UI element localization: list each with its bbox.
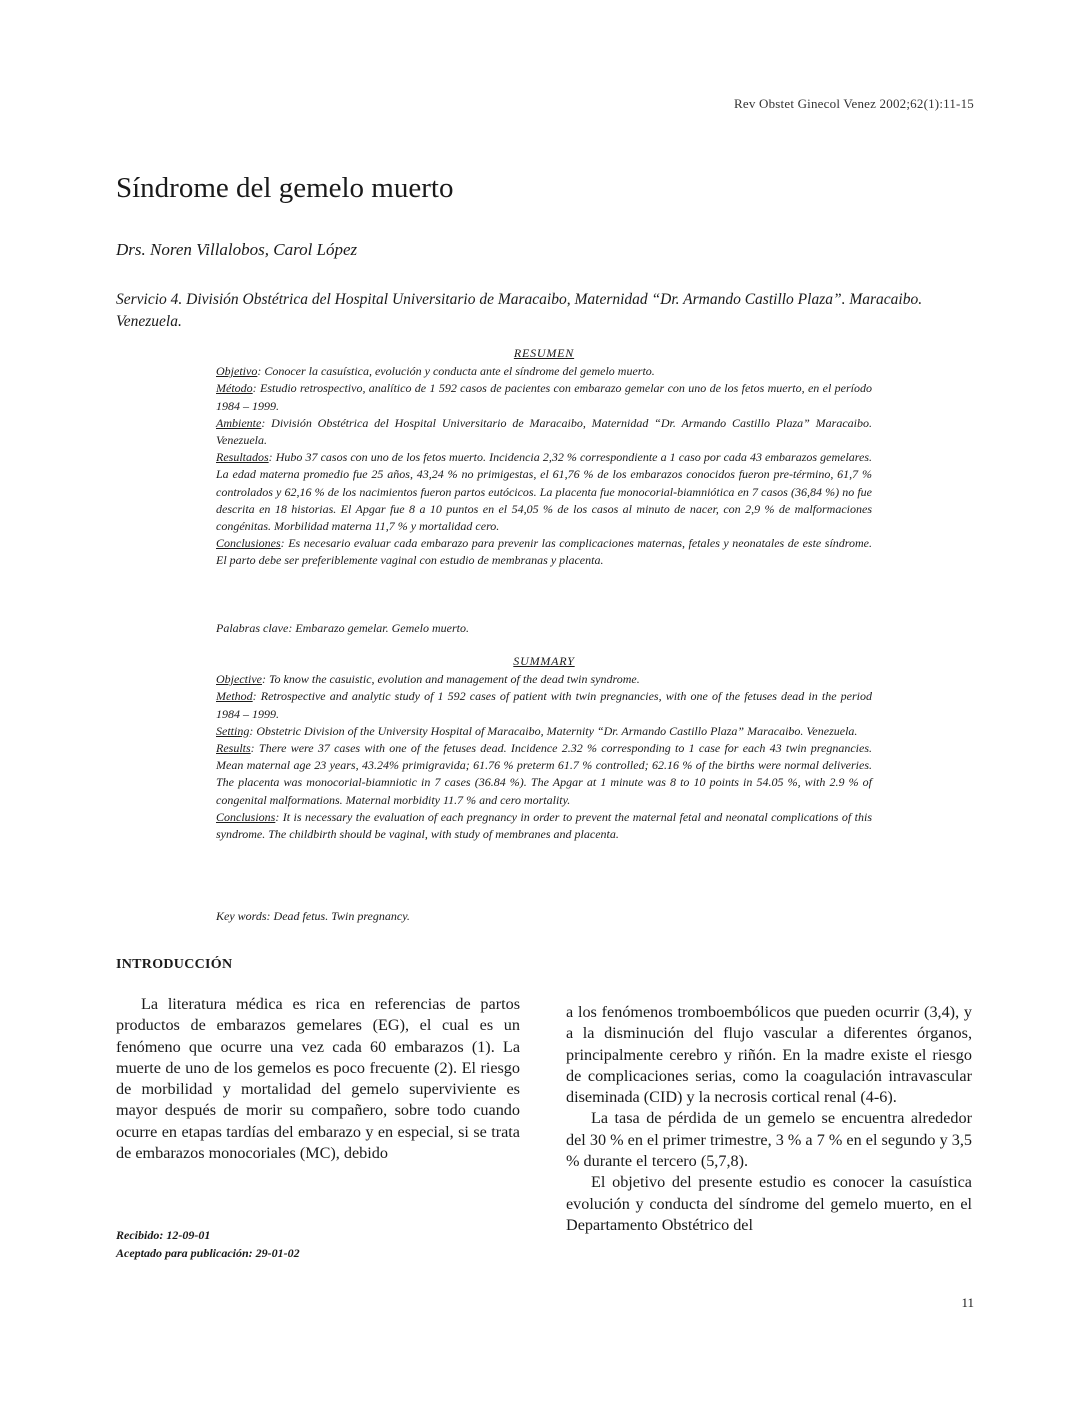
palabras-clave: Palabras clave: Embarazo gemelar. Gemelo muerto. — [216, 621, 469, 635]
summary-conclusions: Conclusions: It is necessary the evaluation of each pregnancy in order to prevent the maternal fetal and neonatal complications of this syndrome. The childbirth should be vaginal, with study of membranes and placenta. — [216, 809, 872, 842]
resumen-resultados: Resultados: Hubo 37 casos con uno de los fetos muerto. Incidencia 2,32 % correspondiente a 1 caso por cada 43 embarazos gemelares. La edad materna promedio fue 25 años, 43,24 % no primigestas, el 61,76 % de los embarazos conocidos fueron pre-término, 61,7 % controlados y 62,16 % de los nacimientos fueron partos eutócicos. La placenta fue monocorial-biamniótica en 7 casos (36,84 %) no fue descrita en 18 historias. El Apgar fue 8 a 10 puntos en el 54,05 % de los casos al minuto de nacer, con 2,9 % de malformaciones congénitas. Morbilidad materna 11,7 % y mortalidad cero. — [216, 450, 872, 534]
page-number: 11 — [961, 1295, 974, 1310]
summary-objective: Objective: To know the casuistic, evolution and management of the dead twin syndrome. — [216, 672, 640, 687]
resumen-objetivo: Objetivo: Conocer la casuística, evolución y conducta ante el síndrome del gemelo muerto. — [216, 364, 655, 379]
summary-heading: SUMMARY — [513, 654, 575, 668]
key-words: Key words: Dead fetus. Twin pregnancy. — [216, 909, 410, 923]
authors: Drs. Noren Villalobos, Carol López — [116, 240, 358, 259]
intro-paragraph-2: La tasa de pérdida de un gemelo se encuentra alrededor del 30 % en el primer trimestre, 3 % a 7 % en el segundo y 3,5 % durante el tercero (5,7,8). — [566, 1109, 972, 1171]
submission-dates — [116, 1226, 300, 1262]
accepted-date: Aceptado para publicación: 29-01-02 — [116, 1246, 300, 1260]
resumen-heading: RESUMEN — [513, 346, 575, 360]
resumen-abstract — [216, 345, 872, 570]
intro-paragraph-1: La literatura médica es rica en referencias de partos productos de embarazos gemelares (EG), el cual es un fenómeno que ocurre una vez cada 60 embarazos (1). La muerte de uno de los gemelos es poco frecuente (2). El riesgo de morbilidad y mortalidad del gemelo superviviente es mayor después de morir su compañero, sobre todo cuando ocurre en etapas tardías del embarazo y en especial, si se trata de embarazos monocoriales (MC), debido — [116, 995, 520, 1163]
affiliation: Servicio 4. División Obstétrica del Hospital Universitario de Maracaibo, Maternidad “Dr. Armando Castillo Plaza”. Maracaibo. Venezuela. — [116, 291, 923, 330]
summary-setting: Setting: Obstetric Division of the University Hospital of Maracaibo, Maternity “Dr. Armando Castillo Plaza” Maracaibo. Venezuela. — [216, 723, 858, 738]
intro-paragraph-3: El objetivo del presente estudio es conocer la casuística evolución y conducta del síndrome del gemelo muerto, en el Departamento Obstétrico del — [566, 1173, 972, 1234]
summary-abstract — [216, 653, 872, 843]
body-column-right — [566, 1002, 972, 1236]
intro-paragraph-continued: a los fenómenos tromboembólicos que pueden ocurrir (3,4), y a la disminución del flujo vascular a diferentes órganos, principalmente cerebro y riñón. En la madre existe el riesgo de complicaciones serias, como la coagulación intravascular diseminada (CID) y la necrosis cortical renal (4-6). — [566, 1003, 972, 1107]
received-date: Recibido: 12-09-01 — [116, 1228, 211, 1242]
resumen-conclusiones: Conclusiones: Es necesario evaluar cada embarazo para prevenir las complicaciones maternas, fetales y neonatales de este síndrome. El parto debe ser preferiblemente vaginal con estudio de membranas y placenta. — [216, 536, 872, 568]
summary-method: Method: Retrospective and analytic study of 1 592 cases of patient with twin pregnancies, with one of the fetuses dead in the period 1984 – 1999. — [216, 689, 872, 721]
section-heading-introduccion: INTRODUCCIÓN — [116, 957, 233, 972]
summary-results: Results: There were 37 cases with one of the fetuses dead. Incidence 2.32 % corresponding to 1 case for each 43 twin pregnancies. Mean maternal age 23 years, 43.24% primigravida; 61.76 % preterm 61.7 % controlled; 62.16 % of the births were normal deliveries. The placenta was monocorial-biamniotic in 7 cases (36.84 %). The Apgar at 1 minute was 8 to 10 points in 54.05 %, with 2.9 % of congenital malformations. Maternal morbidity 11.7 % and cero mortality. — [216, 741, 872, 807]
resumen-metodo: Método: Estudio retrospectivo, analítico de 1 592 casos de pacientes con embarazo gemelar con uno de los fetos muerto, en el período 1984 – 1999. — [216, 381, 872, 413]
body-column-left — [116, 994, 520, 1164]
journal-reference: Rev Obstet Ginecol Venez 2002;62(1):11-15 — [734, 96, 974, 111]
resumen-ambiente: Ambiente: División Obstétrica del Hospital Universitario de Maracaibo, Maternidad “Dr. Armando Castillo Plaza” Maracaibo. Venezuela. — [216, 415, 872, 448]
article-title: Síndrome del gemelo muerto — [116, 172, 454, 204]
